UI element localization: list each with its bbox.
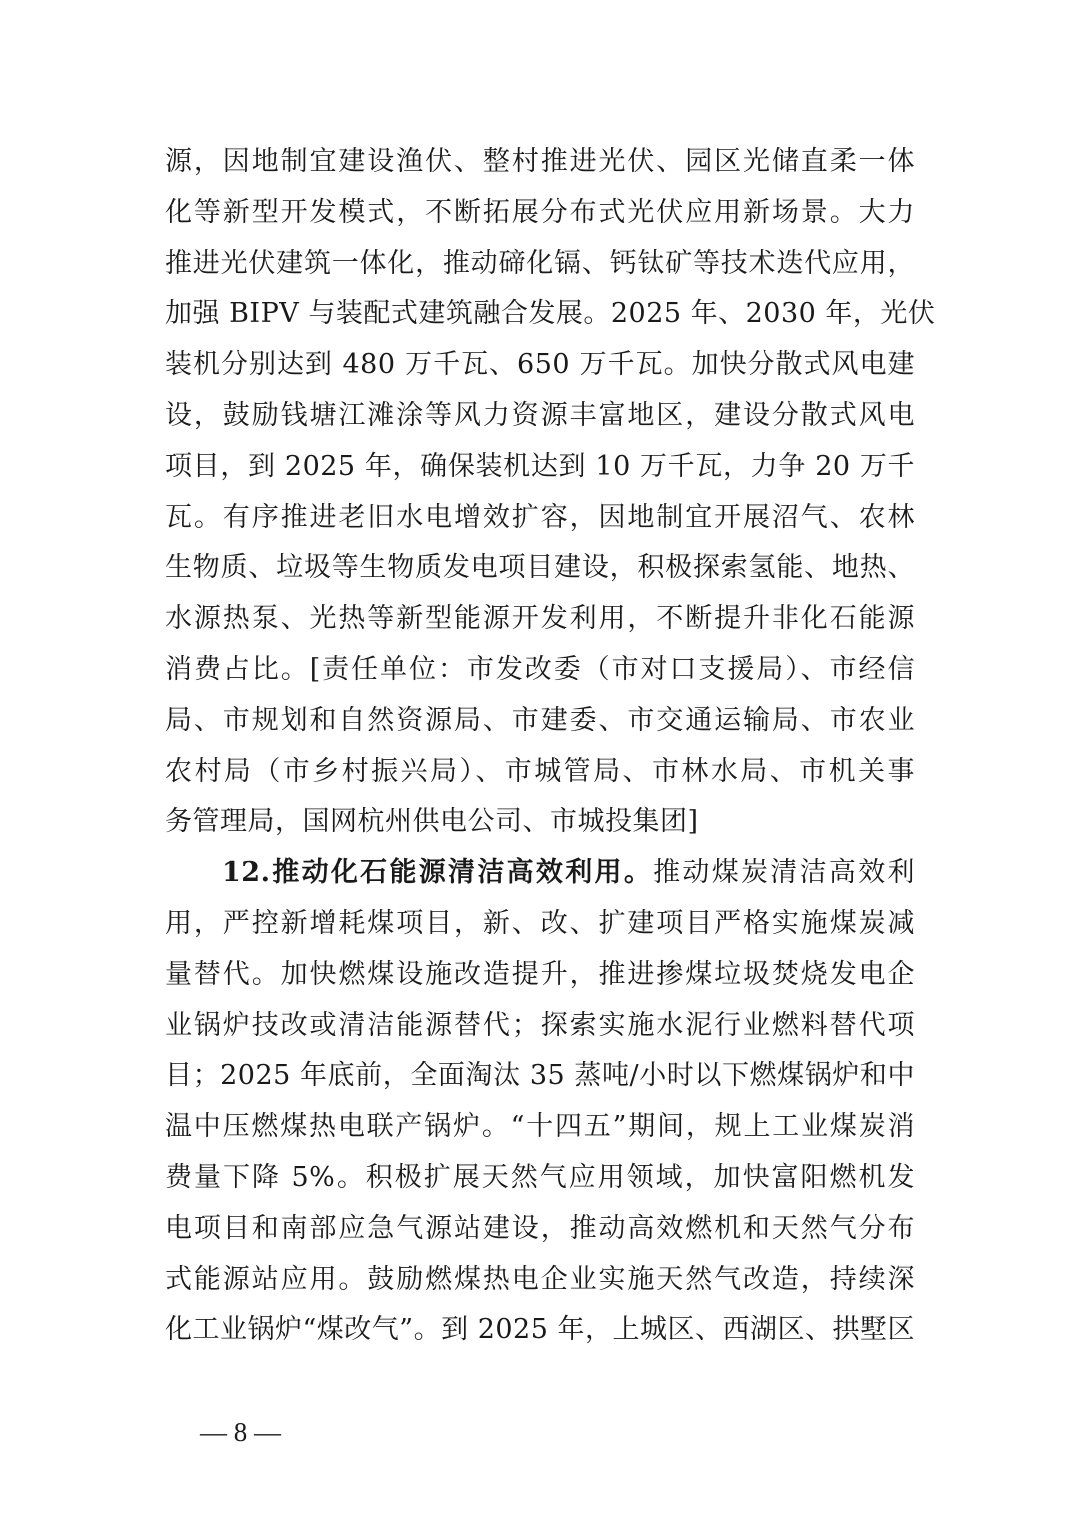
paragraph-line: 项目，到 2025 年，确保装机达到 10 万千瓦，力争 20 万千: [165, 450, 915, 482]
paragraph-1: [165, 137, 936, 848]
paragraph-line: 目；2025 年底前，全面淘汰 35 蒸吨/小时以下燃煤锅炉和中: [165, 1060, 915, 1092]
paragraph-line: 量替代。加快燃煤设施改造提升，推进掺煤垃圾焚烧发电企: [165, 958, 915, 990]
section-heading: 12.推动化石能源清洁高效利用。: [222, 857, 654, 889]
paragraph-line: 务管理局，国网杭州供电公司、市城投集团]: [165, 806, 699, 838]
paragraph-line: 水源热泵、光热等新型能源开发利用，不断提升非化石能源: [165, 603, 915, 635]
paragraph-line: 瓦。有序推进老旧水电增效扩容，因地制宜开展沼气、农林: [165, 501, 915, 533]
paragraph-line: 加强 BIPV 与装配式建筑融合发展。2025 年、2030 年，光伏: [165, 298, 936, 330]
paragraph-line: 式能源站应用。鼓励燃煤热电企业实施天然气改造，持续深: [165, 1263, 915, 1295]
paragraph-line: 化工业锅炉“煤改气”。到 2025 年，上城区、西湖区、拱墅区: [165, 1314, 915, 1346]
document-body: [165, 137, 936, 1356]
paragraph-line: 装机分别达到 480 万千瓦、650 万千瓦。加快分散式风电建: [165, 349, 915, 381]
paragraph-line: 生物质、垃圾等生物质发电项目建设，积极探索氢能、地热、: [165, 552, 915, 584]
heading-line-text: 推动煤炭清洁高效利: [653, 857, 915, 889]
paragraph-line: [165, 848, 915, 899]
paragraph-line: 用，严控新增耗煤项目，新、改、扩建项目严格实施煤炭减: [165, 907, 915, 939]
paragraph-line: 消费占比。[责任单位：市发改委（市对口支援局）、市经信: [165, 653, 915, 685]
paragraph-line: 费量下降 5%。积极扩展天然气应用领域，加快富阳燃机发: [165, 1161, 915, 1193]
paragraph-line: 源，因地制宜建设渔伏、整村推进光伏、园区光储直柔一体: [165, 146, 915, 177]
paragraph-line: 设，鼓励钱塘江滩涂等风力资源丰富地区，建设分散式风电: [165, 399, 915, 431]
paragraph-line: 电项目和南部应急气源站建设，推动高效燃机和天然气分布: [165, 1212, 915, 1244]
page-number: — 8 —: [200, 1417, 281, 1447]
paragraph-line: 业锅炉技改或清洁能源替代；探索实施水泥行业燃料替代项: [165, 1009, 915, 1041]
paragraph-2: [165, 848, 915, 1356]
paragraph-line: 化等新型开发模式，不断拓展分布式光伏应用新场景。大力: [165, 196, 915, 228]
paragraph-line: 温中压燃煤热电联产锅炉。“十四五”期间，规上工业煤炭消: [165, 1111, 915, 1143]
paragraph-line: 局、市规划和自然资源局、市建委、市交通运输局、市农业: [165, 704, 915, 736]
paragraph-line: 农村局（市乡村振兴局）、市城管局、市林水局、市机关事: [165, 755, 915, 787]
paragraph-line: 推进光伏建筑一体化，推动碲化镉、钙钛矿等技术迭代应用，: [165, 247, 915, 279]
